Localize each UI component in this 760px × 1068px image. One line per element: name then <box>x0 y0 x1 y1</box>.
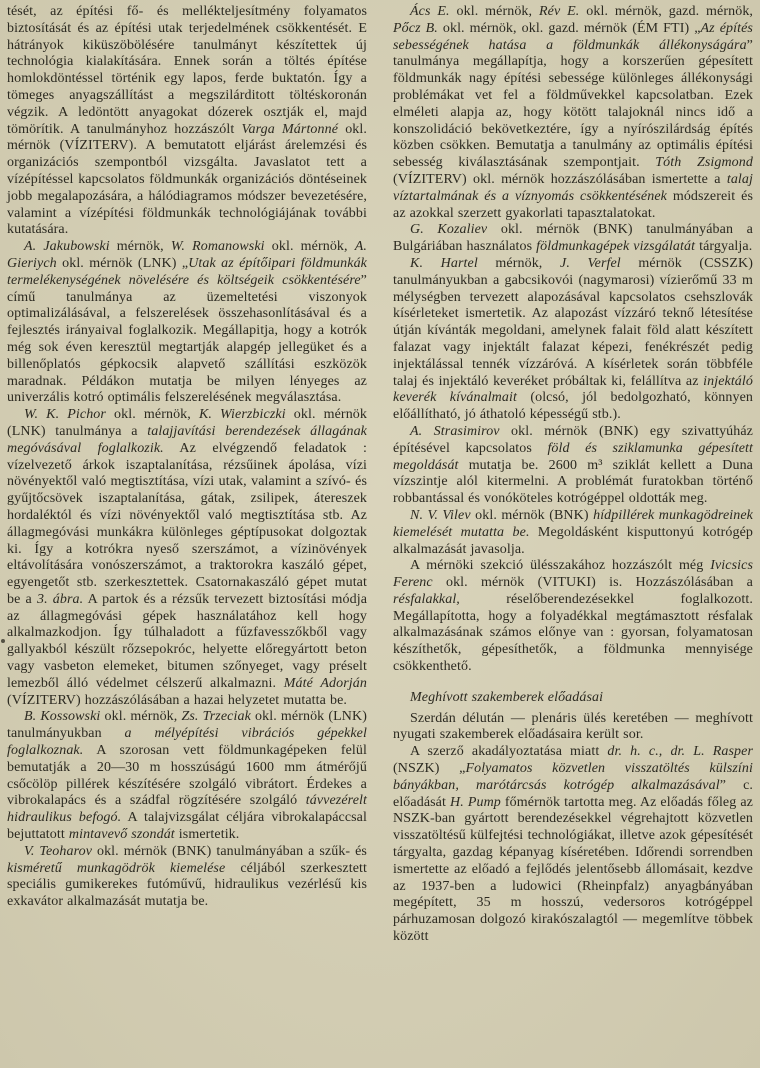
paragraph: K. Hartel mérnök, J. Verfel mérnök (CSSZK) tanulmányukban a gabcsikovói (nagymarosi) vízierőmű 33 m mélységben tervezett alapozásával kapcsolatos csehszlovák kísérleteket ismertetik. Az alapozást vízzáró teknő létesítése útján kívánták megoldani, amelynek falait föld alatt készített falazat vagy injektált falazat képezi, fenékrészét pedig injektálással tennék vízzáróvá. A kísérletek során többféle talaj és injektáló keveréket próbáltak ki, felállítva az injektáló keverék kívánalmait (olcsó, jól bedolgozható, könnyen előállítható, jó áthatoló képességű stb.). <box>393 255 754 423</box>
paragraph: A szerző akadályoztatása miatt dr. h. c., dr. L. Rasper (NSZK) „Folyamatos közvetlen visszatöltés külszíni bányákban, marótárcsás kotrógép alkalmazásával” c. előadását H. Pump főmérnök tartotta meg. Az előadás főleg az NSZK-ban gyártott berendezésekkel végrehajtott közvetlen visszatöltésű külfejtési technológiákat, illetve azok gépesítését tárgyalta, gazdag képanyag kíséretében. Időrendi sorrendben ismertette az előadó a fejlődés jelentősebb állomásait, kezdve az 1937-ben a ludowici (Rheinpfalz) anyagbányában megépített, 35 m hosszú, vedersoros kotrógéppel párhuzamosan dolgozó kirakószalagtól — megemlítve többek között <box>393 744 753 945</box>
ink-speck <box>1 639 5 643</box>
paragraph: B. Kossowski okl. mérnök, Zs. Trzeciak okl. mérnök (LNK) tanulmányukban a mélyépítési vibrációs gépekkel foglalkoznak. A szorosan vett földmunkagépeken felül bemutatják a 20—30 m hosszúságú 1600 mm átmérőjű csőcölöp pillérek készítésére szolgáló vibrátort. Érdekes a vibrokalapács és a szádfal rögzítésére szolgáló távvezérelt hidraulikus befogó. A talajvizsgálat céljára vibrokalapáccsal bejuttatott mintavevő szondát ismertetik. <box>7 709 367 843</box>
paragraph: N. V. Vilev okl. mérnök (BNK) hídpillérek munkagödreinek kiemelését mutatta be. Megoldásként kisputtonyú kotrógép alkalmazását javasolja. <box>393 507 753 557</box>
paragraph: V. Teoharov okl. mérnök (BNK) tanulmányában a szűk- és kisméretű munkagödrök kiemelése céljából szerkesztett speciális gumikerekes futóművű, hidraulikus vezérlésű kis exkavátor alkalmazását mutatja be. <box>7 843 367 910</box>
paragraph: A. Strasimirov okl. mérnök (BNK) egy szivattyúház építésével kapcsolatos föld és sziklamunka gépesített megoldását mutatja be. 2600 m³ sziklát kellett a Duna vízszintje alól kitermelni. A problémát furatokban történő robbantással és vonóköteles kotrógéppel oldották meg. <box>393 423 753 507</box>
paragraph: Szerdán délután — plenáris ülés keretében — meghívott nyugati szakemberek előadásaira került sor. <box>393 710 753 743</box>
column-right <box>393 4 753 1068</box>
paragraph: A. Jakubowski mérnök, W. Romanowski okl. mérnök, A. Gieriych okl. mérnök (LNK) „Utak az építőipari földmunkák termelékenységének növelésére és költségeik csökkentésére” című tanulmánya az üzemeltetési viszonyok optimalizálásával, a felszerelések összehasonlításával és a fejlesztés irányaival foglalkozik. Megállapitja, hogy a kotrók még sok éven keresztül megtartják alapgép jellegüket és a billenőplatós gépkocsik alapvető szállítási eszközök maradnak. Példákon mutatja be milyen lényeges az univerzális kotró optimális felszerelésének megválasztása. <box>7 239 367 406</box>
paragraph: Ács E. okl. mérnök, Rév E. okl. mérnök, gazd. mérnök, Pőcz B. okl. mérnök, okl. gazd. mérnök (ÉM FTI) „Az építés sebességének hatása a földmunkák állékonyságára” tanulmánya megállapítja, hogy a korszerűen gépesített földmunkák nagy építési sebessége különleges állékonysági problémákat vet fel a földművekkel kapcsolatban. Ezek elméleti alapja az, hogy kötött talajoknál nincs idő a konszolidáció bekövetkeztére, így a nyírószilárdság építés közben csökken. Bemutatja a tanulmány az optimális építési sebesség kiválasztásának szempontjait. Tóth Zsigmond (VÍZITERV) okl. mérnök hozzászólásában ismertette a talaj víztartalmának és a víznyomás csökkentésének módszereit és az azokkal szerzett gyakorlati tapasztalatokat. <box>393 4 754 221</box>
column-left <box>7 4 367 1068</box>
paragraph: W. K. Pichor okl. mérnök, K. Wierzbiczki okl. mérnök (LNK) tanulmánya a talajjavítási berendezések állagának megóvásával foglalkozik. Az elvégzendő feladatok : vízelvezető árkok iszaptalanítása, rézsűinek ápolása, vízi növényektől való megtisztítása, vízi utak, valamint a szívó- és gyűjtőcsövek iszaptalanítása, gátak, zsilipek, átereszek hordaléktól és vízi növényektől való megtisztítása stb. Az állagmegóvási munkákra különleges géptípusokat dolgoztak ki. Így a kotrókra nyeső szerszámot, a vízinövények eltávolítására vonószerszámot, a traktorokra kaszáló gépet, egyengetőt stb. szerkesztettek. Csatornakaszáló gépet mutat be a 3. ábra. A partok és a rézsűk tervezett biztosítási módja az állagmegóvási gépek használatához kell hogy alkalmazkodjon. Így túlhaladott a fűzfavesszőkből vagy gallyakból készült rőzsepokróc, helyette előregyártott beton vagy vasbeton elemeket, bitumen szőnyeget, vagy préselt lemezből álló védelmet célszerű alkalmazni. Máté Adorján (VÍZITERV) hozzászólásában a hazai helyzetet mutatta be. <box>7 407 368 708</box>
section-heading: Meghívott szakemberek előadásai <box>410 689 604 705</box>
paragraph: tését, az építési fő- és mellékteljesítmény folyamatos biztosítását és az építési utak terjedelmének csökkentését. E hátrányok kiküszöbölésére tanulmányt készítettek új technológia kialakítására. Ennek során a töltés építése homlokdöntéssel történik egy lapos, ferde buktatón. Így a tömeges anyagszállítást a megszilárditott töltéskoronán végzik. A ledöntött anyagokat dózerek osztják el, majd tömörítik. A tanulmányhoz hozzászólt Varga Mártonné okl. mérnök (VÍZITERV). A bemutatott eljárást árelemzési és organizációs szempontból vizsgálta. Javaslatot tett a vízépítéssel kapcsolatos földmunkák organizációs döntéseinek jobb megalapozására, a hálódiagramos módszer bevezetésére, valamint a vízépítési földmunkák technológiájának további kutatására. <box>7 4 367 238</box>
paragraph: G. Kozaliev okl. mérnök (BNK) tanulmányában a Bulgáriában használatos földmunkagépek vizsgálatát tárgyalja. <box>393 222 753 255</box>
paragraph: A mérnöki szekció ülésszakához hozzászólt még Ivicsics Ferenc okl. mérnök (VITUKI) is. Hozzászólásában a résfalakkal, réselőberendezésekkel foglalkozott. Megállapította, hogy a folyadékkal megtámasztott résfalak alkalmazásának számos előnye van : gyorsan, folyamatosan készíthetők, gépesíthetők, a földmunka mennyisége csökkenthető. <box>393 558 753 675</box>
